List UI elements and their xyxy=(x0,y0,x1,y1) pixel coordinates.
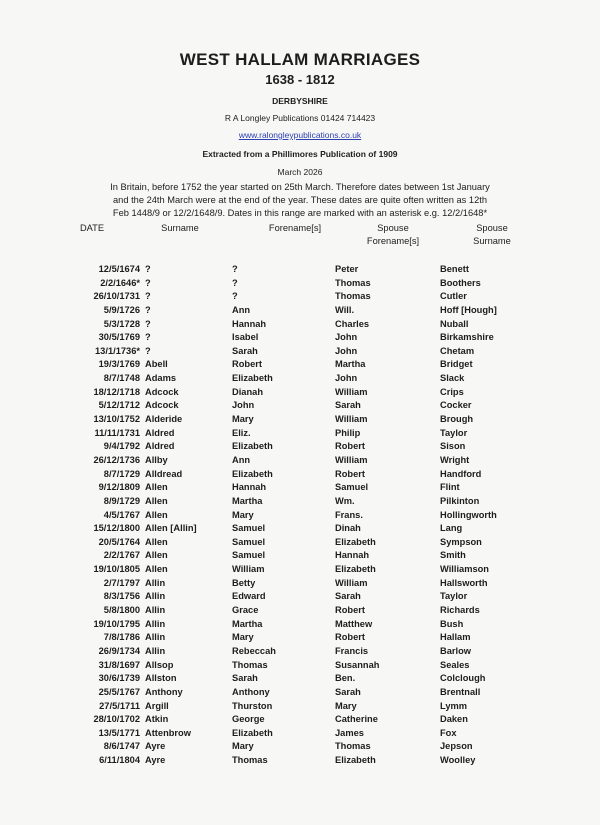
calendar-note: In Britain, before 1752 the year started on 25th March. Therefore dates between 1st January and the 24th March were at the end of the year. These dates are quite often written as 12th Feb 1448/9 or 12/2/1648/9. Dates in this range are marked with an asterisk e.g. 12/2/1648* xyxy=(110,182,490,218)
record-forenames: Dianah xyxy=(232,386,263,397)
col-header-spouse-forenames-line2: Forename[s] xyxy=(366,236,420,246)
record-surname: Atkin xyxy=(145,714,169,725)
record-surname: Argill xyxy=(145,700,169,711)
table-row xyxy=(0,481,600,495)
table-row xyxy=(0,263,600,277)
record-forenames: Samuel xyxy=(232,536,266,547)
record-spouse-surname: Smith xyxy=(440,550,466,561)
record-forenames: William xyxy=(232,564,265,575)
record-spouse-forenames: Samuel xyxy=(335,482,369,493)
record-spouse-forenames: Thomas xyxy=(335,741,371,752)
col-header-spouse-surname xyxy=(447,222,537,248)
table-row xyxy=(0,590,600,604)
record-surname: Aldred xyxy=(145,427,175,438)
table-row xyxy=(0,686,600,700)
table-row xyxy=(0,277,600,291)
record-date: 2/2/1767 xyxy=(103,550,140,561)
record-surname: Allin xyxy=(145,618,166,629)
record-surname: Allin xyxy=(145,632,166,643)
record-spouse-forenames: Will. xyxy=(335,304,355,315)
record-spouse-forenames: Robert xyxy=(335,632,365,643)
record-date: 2/7/1797 xyxy=(103,577,140,588)
record-forenames: Mary xyxy=(232,741,254,752)
record-spouse-forenames: Catherine xyxy=(335,714,378,725)
record-spouse-surname: Sison xyxy=(440,441,466,452)
record-date: 26/12/1736 xyxy=(93,454,140,465)
record-surname: Allin xyxy=(145,577,166,588)
record-spouse-forenames: William xyxy=(335,386,368,397)
record-spouse-surname: Wright xyxy=(440,454,470,465)
record-surname: Allen xyxy=(145,564,168,575)
record-surname: Allin xyxy=(145,645,166,656)
table-row xyxy=(0,604,600,618)
record-spouse-surname: Cutler xyxy=(440,291,467,302)
record-spouse-surname: Williamson xyxy=(440,564,489,575)
table-row xyxy=(0,713,600,727)
record-surname: Anthony xyxy=(145,686,183,697)
table-row xyxy=(0,577,600,591)
record-spouse-surname: Handford xyxy=(440,468,482,479)
record-surname: Allston xyxy=(145,673,177,684)
record-forenames: Elizabeth xyxy=(232,727,273,738)
record-surname: Allsop xyxy=(145,659,174,670)
record-spouse-forenames: Robert xyxy=(335,441,365,452)
record-surname: Allen xyxy=(145,550,168,561)
record-spouse-surname: Crips xyxy=(440,386,464,397)
record-date: 5/9/1726 xyxy=(103,304,140,315)
record-spouse-surname: Taylor xyxy=(440,591,468,602)
record-spouse-forenames: Dinah xyxy=(335,523,361,534)
record-date: 5/12/1712 xyxy=(98,400,140,411)
table-row xyxy=(0,290,600,304)
record-surname: Allen xyxy=(145,509,168,520)
record-surname: Allen xyxy=(145,482,168,493)
record-spouse-surname: Lang xyxy=(440,523,463,534)
record-surname: ? xyxy=(145,345,151,356)
record-spouse-forenames: Sarah xyxy=(335,400,361,411)
record-spouse-forenames: Thomas xyxy=(335,277,371,288)
record-spouse-surname: Daken xyxy=(440,714,468,725)
record-spouse-forenames: Susannah xyxy=(335,659,380,670)
record-date: 5/3/1728 xyxy=(103,318,140,329)
record-spouse-surname: Bush xyxy=(440,618,464,629)
record-spouse-forenames: Thomas xyxy=(335,291,371,302)
record-surname: Allby xyxy=(145,454,168,465)
record-forenames: Edward xyxy=(232,591,266,602)
record-date: 7/8/1786 xyxy=(103,632,140,643)
record-forenames: Elizabeth xyxy=(232,468,273,479)
table-row xyxy=(0,645,600,659)
record-surname: Abell xyxy=(145,359,168,370)
table-row xyxy=(0,754,600,768)
record-surname: Alldread xyxy=(145,468,183,479)
table-row xyxy=(0,672,600,686)
record-date: 8/7/1729 xyxy=(103,468,140,479)
record-date: 28/10/1702 xyxy=(93,714,140,725)
table-row xyxy=(0,618,600,632)
record-surname: Allin xyxy=(145,591,166,602)
record-spouse-forenames: Hannah xyxy=(335,550,370,561)
record-spouse-forenames: Elizabeth xyxy=(335,536,376,547)
record-spouse-forenames: Francis xyxy=(335,645,369,656)
record-forenames: Isabel xyxy=(232,332,259,343)
record-surname: ? xyxy=(145,277,151,288)
table-row xyxy=(0,659,600,673)
record-date: 13/10/1752 xyxy=(93,414,140,425)
table-row xyxy=(0,372,600,386)
table-row xyxy=(0,454,600,468)
record-spouse-surname: Lymm xyxy=(440,700,468,711)
record-spouse-surname: Brough xyxy=(440,414,474,425)
record-date: 26/10/1731 xyxy=(93,291,140,302)
record-date: 15/12/1800 xyxy=(93,523,140,534)
record-date: 8/6/1747 xyxy=(103,741,140,752)
record-forenames: Sarah xyxy=(232,673,258,684)
record-spouse-surname: Hallam xyxy=(440,632,471,643)
table-row xyxy=(0,522,600,536)
table-row xyxy=(0,386,600,400)
year-range: 1638 - 1812 xyxy=(265,72,335,87)
record-date: 13/1/1736* xyxy=(95,345,140,356)
record-forenames: Thomas xyxy=(232,659,268,670)
record-forenames: Grace xyxy=(232,605,259,616)
record-forenames: Hannah xyxy=(232,318,267,329)
record-spouse-forenames: William xyxy=(335,454,368,465)
table-row xyxy=(0,631,600,645)
record-date: 8/3/1756 xyxy=(103,591,140,602)
record-date: 31/8/1697 xyxy=(98,659,140,670)
record-spouse-surname: Slack xyxy=(440,373,465,384)
record-spouse-forenames: Robert xyxy=(335,468,365,479)
record-forenames: Mary xyxy=(232,509,254,520)
record-spouse-forenames: Sarah xyxy=(335,591,361,602)
record-forenames: Mary xyxy=(232,414,254,425)
record-date: 8/9/1729 xyxy=(103,495,140,506)
table-row xyxy=(0,495,600,509)
record-spouse-surname: Chetam xyxy=(440,345,475,356)
record-forenames: Hannah xyxy=(232,482,267,493)
county-label: DERBYSHIRE xyxy=(272,96,328,106)
record-spouse-forenames: Martha xyxy=(335,359,366,370)
table-row xyxy=(0,700,600,714)
record-spouse-surname: Barlow xyxy=(440,645,471,656)
record-spouse-forenames: Peter xyxy=(335,264,359,274)
record-forenames: Samuel xyxy=(232,550,266,561)
record-spouse-forenames: Mary xyxy=(335,700,357,711)
record-spouse-surname: Hollingworth xyxy=(440,509,497,520)
record-spouse-surname: Benett xyxy=(440,264,469,274)
table-row xyxy=(0,549,600,563)
record-spouse-surname: Brentnall xyxy=(440,686,481,697)
table-row xyxy=(0,304,600,318)
record-surname: Allen xyxy=(145,495,168,506)
record-surname: Allen xyxy=(145,536,168,547)
table-row xyxy=(0,563,600,577)
record-surname: Adcock xyxy=(145,400,179,411)
record-spouse-surname: Hoff [Hough] xyxy=(440,304,497,315)
table-row xyxy=(0,536,600,550)
record-date: 26/9/1734 xyxy=(98,645,140,656)
record-spouse-forenames: Matthew xyxy=(335,618,373,629)
record-forenames: Martha xyxy=(232,495,263,506)
record-spouse-forenames: William xyxy=(335,414,368,425)
record-spouse-forenames: Elizabeth xyxy=(335,564,376,575)
record-spouse-forenames: John xyxy=(335,332,358,343)
record-spouse-forenames: Wm. xyxy=(335,495,355,506)
record-surname: ? xyxy=(145,291,151,302)
record-forenames: Ann xyxy=(232,454,251,465)
record-date: 12/5/1674 xyxy=(98,264,140,274)
record-spouse-surname: Bridget xyxy=(440,359,473,370)
record-date: 11/11/1731 xyxy=(94,427,140,438)
record-spouse-forenames: Charles xyxy=(335,318,370,329)
source-note: Extracted from a Phillimores Publication of 1909 xyxy=(202,149,398,159)
record-date: 19/10/1805 xyxy=(93,564,140,575)
record-spouse-forenames: Frans. xyxy=(335,509,363,520)
col-header-spouse-forenames xyxy=(348,222,438,248)
record-forenames: Samuel xyxy=(232,523,266,534)
record-spouse-forenames: Philip xyxy=(335,427,361,438)
table-row xyxy=(0,468,600,482)
record-spouse-surname: Pilkinton xyxy=(440,495,480,506)
record-spouse-surname: Sympson xyxy=(440,536,482,547)
record-date: 8/7/1748 xyxy=(103,373,140,384)
col-header-spouse-forenames-line1: Spouse xyxy=(377,223,409,233)
website-link[interactable]: www.ralongleypublications.co.uk xyxy=(238,130,362,140)
record-spouse-forenames: William xyxy=(335,577,368,588)
record-spouse-surname: Richards xyxy=(440,605,480,616)
record-spouse-forenames: John xyxy=(335,345,358,356)
record-spouse-forenames: Robert xyxy=(335,605,365,616)
record-forenames: Martha xyxy=(232,618,263,629)
record-forenames: ? xyxy=(232,277,238,288)
record-spouse-surname: Seales xyxy=(440,659,470,670)
record-date: 18/12/1718 xyxy=(93,386,140,397)
col-header-spouse-surname-line2: Surname xyxy=(473,236,511,246)
record-surname: Alderide xyxy=(145,414,183,425)
table-row xyxy=(0,413,600,427)
table-row xyxy=(0,509,600,523)
record-spouse-surname: Birkamshire xyxy=(440,332,494,343)
record-forenames: George xyxy=(232,714,265,725)
record-surname: Aldred xyxy=(145,441,175,452)
record-forenames: Rebeccah xyxy=(232,645,276,656)
record-surname: Ayre xyxy=(145,755,166,766)
record-spouse-surname: Cocker xyxy=(440,400,472,411)
record-spouse-surname: Flint xyxy=(440,482,460,493)
col-header-spouse-surname-line1: Spouse xyxy=(476,223,508,233)
record-spouse-surname: Fox xyxy=(440,727,457,738)
record-forenames: Betty xyxy=(232,577,256,588)
record-spouse-forenames: Sarah xyxy=(335,686,361,697)
record-date: 6/11/1804 xyxy=(99,755,140,766)
col-header-date: DATE xyxy=(79,223,105,233)
record-spouse-surname: Hallsworth xyxy=(440,577,488,588)
publication-date: March 2026 xyxy=(277,167,323,177)
record-forenames: Thurston xyxy=(232,700,273,711)
record-surname: Adcock xyxy=(145,386,179,397)
record-date: 27/5/1711 xyxy=(99,700,140,711)
record-forenames: Anthony xyxy=(232,686,270,697)
record-date: 20/5/1764 xyxy=(98,536,140,547)
record-date: 30/6/1739 xyxy=(98,673,140,684)
record-spouse-forenames: Elizabeth xyxy=(335,755,376,766)
record-surname: ? xyxy=(145,304,151,315)
record-surname: Allen [Allin] xyxy=(145,523,197,534)
record-date: 9/4/1792 xyxy=(103,441,140,452)
record-spouse-surname: Colclough xyxy=(440,673,486,684)
table-row xyxy=(0,331,600,345)
marriage-records xyxy=(0,263,600,768)
record-forenames: Mary xyxy=(232,632,254,643)
record-spouse-surname: Nuball xyxy=(440,318,469,329)
record-date: 2/2/1646* xyxy=(100,277,140,288)
record-surname: Attenbrow xyxy=(145,727,191,738)
table-row xyxy=(0,399,600,413)
col-header-forenames: Forename[s] xyxy=(268,223,322,233)
record-spouse-forenames: James xyxy=(335,727,364,738)
record-forenames: Elizabeth xyxy=(232,373,273,384)
record-forenames: Sarah xyxy=(232,345,258,356)
record-forenames: ? xyxy=(232,291,238,302)
record-forenames: ? xyxy=(232,264,238,274)
table-row xyxy=(0,427,600,441)
col-header-surname: Surname xyxy=(161,223,199,233)
publisher-line: R A Longley Publications 01424 714423 xyxy=(224,113,376,123)
record-surname: ? xyxy=(145,264,151,274)
record-surname: Ayre xyxy=(145,741,166,752)
table-row xyxy=(0,440,600,454)
record-date: 9/12/1809 xyxy=(98,482,140,493)
table-row xyxy=(0,345,600,359)
record-forenames: Robert xyxy=(232,359,262,370)
record-forenames: Ann xyxy=(232,304,251,315)
table-row xyxy=(0,740,600,754)
record-date: 19/3/1769 xyxy=(98,359,140,370)
record-spouse-surname: Boothers xyxy=(440,277,481,288)
record-surname: ? xyxy=(145,318,151,329)
record-date: 13/5/1771 xyxy=(98,727,140,738)
record-date: 30/5/1769 xyxy=(98,332,140,343)
record-surname: ? xyxy=(145,332,151,343)
record-surname: Adams xyxy=(145,373,177,384)
record-forenames: Eliz. xyxy=(232,427,251,438)
page-title: WEST HALLAM MARRIAGES xyxy=(179,50,421,69)
table-row xyxy=(0,318,600,332)
record-surname: Allin xyxy=(145,605,166,616)
record-date: 4/5/1767 xyxy=(103,509,140,520)
table-row xyxy=(0,358,600,372)
record-forenames: Elizabeth xyxy=(232,441,273,452)
record-spouse-surname: Taylor xyxy=(440,427,468,438)
record-forenames: Thomas xyxy=(232,755,268,766)
table-row xyxy=(0,727,600,741)
record-spouse-forenames: Ben. xyxy=(335,673,356,684)
record-spouse-forenames: John xyxy=(335,373,358,384)
record-date: 5/8/1800 xyxy=(103,605,140,616)
record-date: 25/5/1767 xyxy=(98,686,140,697)
record-spouse-surname: Jepson xyxy=(440,741,473,752)
record-forenames: John xyxy=(232,400,255,411)
record-date: 19/10/1795 xyxy=(93,618,140,629)
record-spouse-surname: Woolley xyxy=(440,755,476,766)
